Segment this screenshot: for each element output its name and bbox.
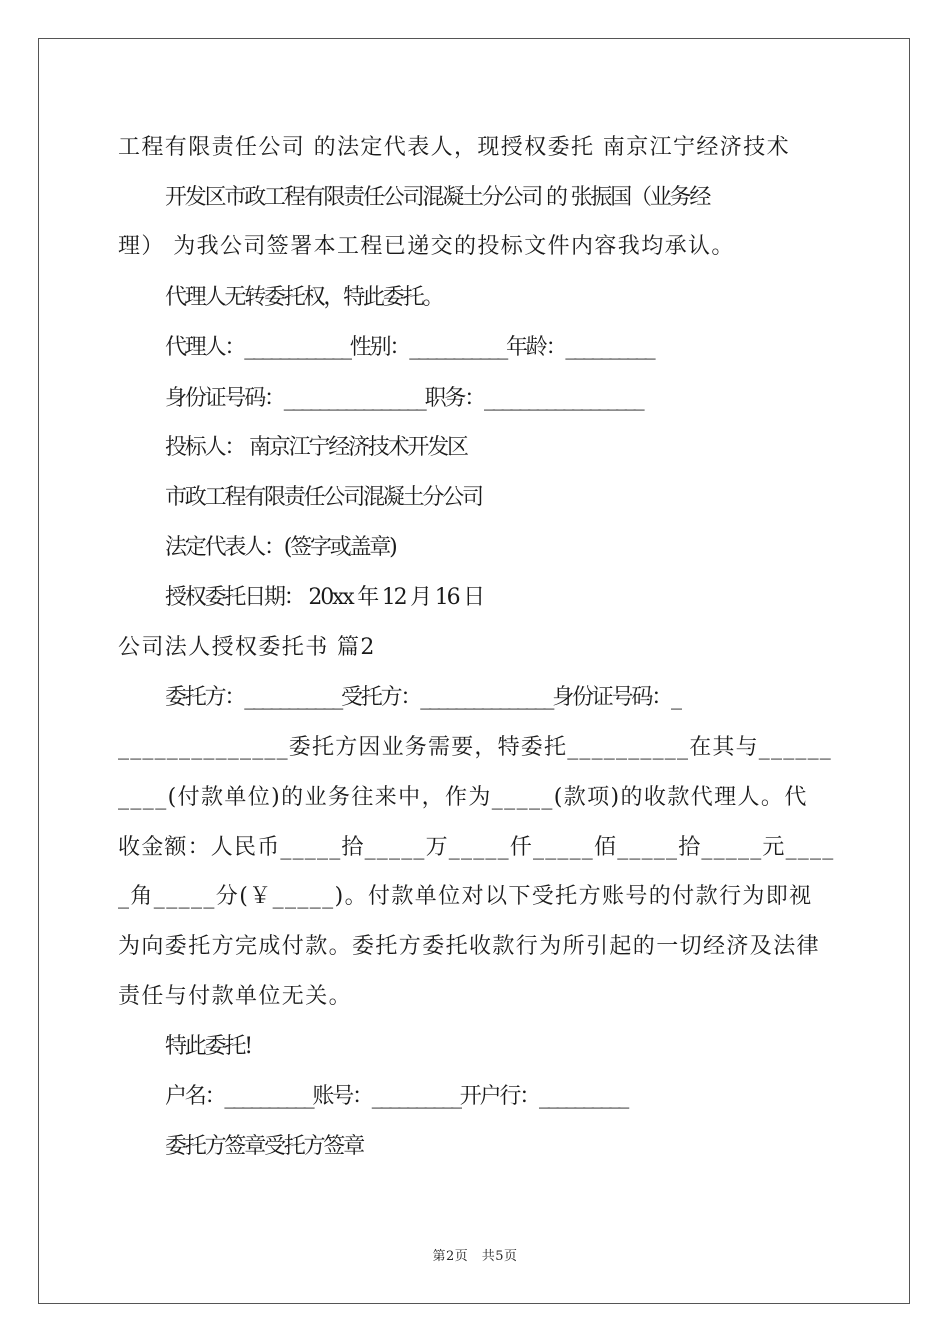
paragraph-line: 收金额：人民币_____拾_____万_____仟_____佰_____拾_____元____ bbox=[118, 835, 835, 860]
paragraph-line: _角_____分(￥_____)。付款单位对以下受托方账号的付款行为即视 bbox=[118, 884, 813, 909]
signature-line: 委托方签章受托方签章 bbox=[165, 1134, 364, 1159]
page-number: 第2页 共5页 bbox=[432, 1249, 518, 1264]
paragraph-line: 理） 为我公司签署本工程已递交的投标文件内容我均承认。 bbox=[118, 234, 735, 259]
bidder-line: 投标人： 南京江宁经济技术开发区 bbox=[165, 435, 467, 460]
paragraph-line: 责任与付款单位无关。 bbox=[118, 984, 353, 1009]
bidder-line: 市政工程有限责任公司混凝土分公司 bbox=[165, 485, 482, 510]
form-field-line: 身份证号码：________________职务：__________________ bbox=[165, 386, 643, 411]
paragraph-line: 开发区市政工程有限责任公司混凝土分公司 的 张振国（业务经 bbox=[165, 185, 710, 210]
paragraph-line: ______________委托方因业务需要，特委托__________在其与______ bbox=[118, 735, 833, 760]
page-border bbox=[38, 38, 910, 1304]
signature-line: 法定代表人：(签字或盖章) bbox=[165, 535, 396, 560]
date-line: 授权委托日期： 20xx 年 12 月 16 日 bbox=[165, 585, 483, 610]
paragraph-line: 为向委托方完成付款。委托方委托收款行为所引起的一切经济及法律 bbox=[118, 934, 821, 959]
section-title: 公司法人授权委托书 篇2 bbox=[118, 635, 376, 660]
form-field-line: 代理人：____________性别：___________年龄：__________ bbox=[165, 335, 654, 360]
paragraph-line: ____(付款单位)的业务往来中，作为_____(款项)的收款代理人。代 bbox=[118, 785, 808, 810]
paragraph-line: 特此委托! bbox=[165, 1034, 251, 1059]
paragraph-line: 委托方：___________受托方：_______________身份证号码：_ bbox=[165, 685, 680, 710]
form-field-line: 户名：__________账号：__________开户行：__________ bbox=[165, 1084, 628, 1109]
paragraph-line: 代理人无转委托权，特此委托。 bbox=[165, 285, 443, 310]
paragraph-line: 工程有限责任公司 的法定代表人，现授权委托 南京江宁经济技术 bbox=[118, 135, 790, 160]
